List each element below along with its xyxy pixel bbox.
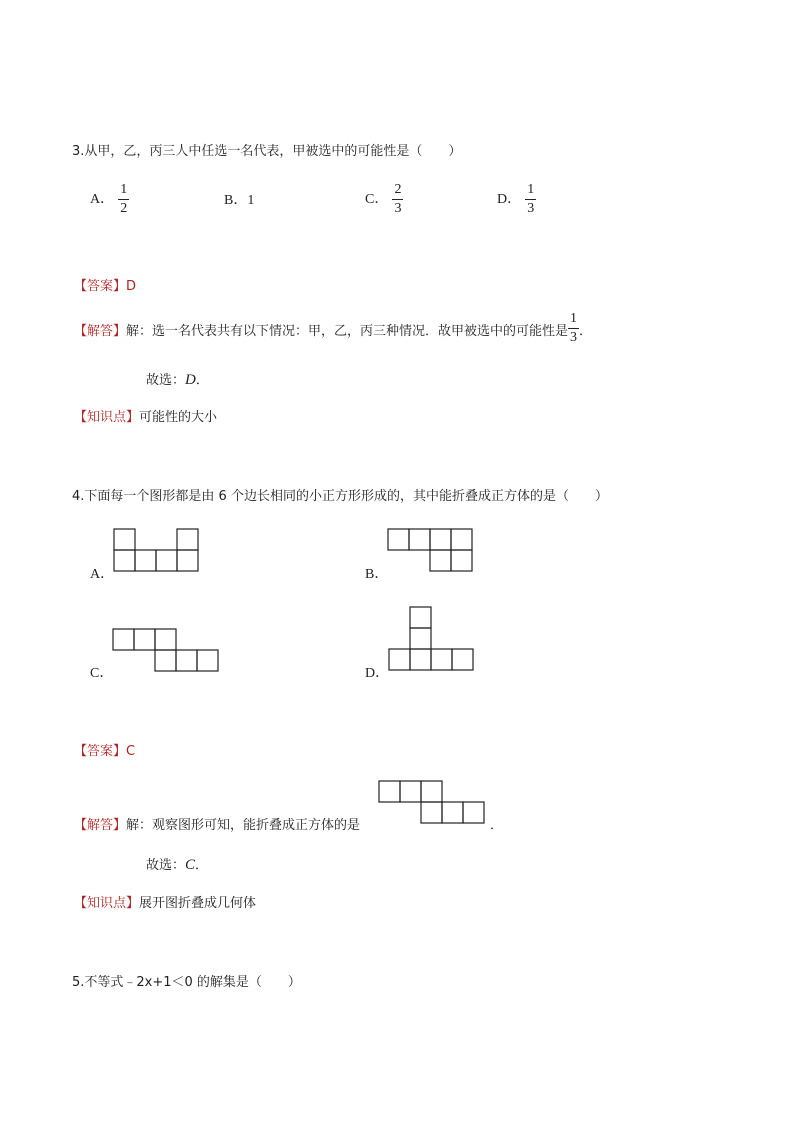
q3-option-d[interactable] — [497, 183, 536, 216]
answer-tag: 【答案】 — [74, 279, 127, 294]
explain-tag: 【解答】 — [74, 818, 127, 833]
q3-answer — [74, 275, 136, 294]
q4-question: 4.下面每一个图形都是由 6 个边长相同的小正方形形成的，其中能折叠成正方体的是（ ） — [72, 489, 608, 504]
q3-choose: 故选：D． — [146, 372, 209, 388]
q4-answer — [74, 740, 135, 759]
q4-option-b-net — [386, 527, 476, 573]
q4-option-d-net — [387, 605, 477, 672]
option-label: A． — [90, 192, 115, 207]
q4-choose: 故选：C． — [146, 857, 209, 873]
option-label: C． — [365, 192, 389, 207]
q3-option-b[interactable] — [224, 189, 254, 209]
q4-option-d-label[interactable]: D． — [365, 666, 390, 681]
q3-explanation: 【解答】解：选一名代表共有以下情况：甲，乙，丙三种情况．故甲被选中的可能性是 $\frac{1}{3}$ ． — [74, 311, 593, 345]
fraction: $\frac{2}{3}$ — [394, 182, 402, 216]
kp-tag: 【知识点】 — [74, 410, 140, 425]
q4-option-c-label[interactable]: C． — [90, 666, 114, 681]
explain-text: 解：观察图形可知，能折叠成正方体的是 — [126, 818, 361, 833]
q3-option-c[interactable] — [365, 183, 403, 216]
q3-question: 3.从甲，乙，丙三人中任选一名代表，甲被选中的可能性是（ ） — [72, 144, 462, 159]
q4-option-a-label[interactable]: A． — [90, 567, 115, 582]
answer-tag: 【答案】 — [74, 744, 127, 759]
q4-explanation — [74, 814, 360, 833]
option-label: D． — [497, 192, 522, 207]
fraction: $\frac{1}{2}$ — [120, 182, 128, 216]
fraction: $\frac{1}{3}$ — [570, 311, 578, 345]
answer-value: C — [126, 744, 136, 759]
fraction: $\frac{1}{3}$ — [527, 182, 535, 216]
q3-option-a[interactable] — [90, 183, 129, 216]
explain-text: 解：选一名代表共有以下情况：甲，乙，丙三种情况．故甲被选中的可能性是 — [126, 324, 569, 339]
q3-knowledge-point — [74, 406, 217, 425]
q4-option-b-label[interactable]: B． — [365, 567, 389, 582]
q4-knowledge-point — [74, 892, 256, 911]
kp-value: 可能性的大小 — [139, 410, 218, 425]
q4-explanation-net — [377, 779, 489, 825]
option-label: B．1 — [224, 193, 255, 208]
answer-value: D — [126, 279, 137, 294]
explain-tag: 【解答】 — [74, 324, 127, 339]
kp-tag: 【知识点】 — [74, 896, 140, 911]
q4-explanation-end: ． — [490, 818, 504, 833]
kp-value: 展开图折叠成几何体 — [139, 896, 257, 911]
choose-value: D — [185, 372, 196, 388]
q4-option-c-net — [111, 627, 221, 673]
choose-value: C — [185, 857, 196, 873]
q4-option-a-net — [112, 527, 202, 573]
q5-question: 5.不等式﹣2x+1＜0 的解集是（ ） — [72, 975, 301, 990]
